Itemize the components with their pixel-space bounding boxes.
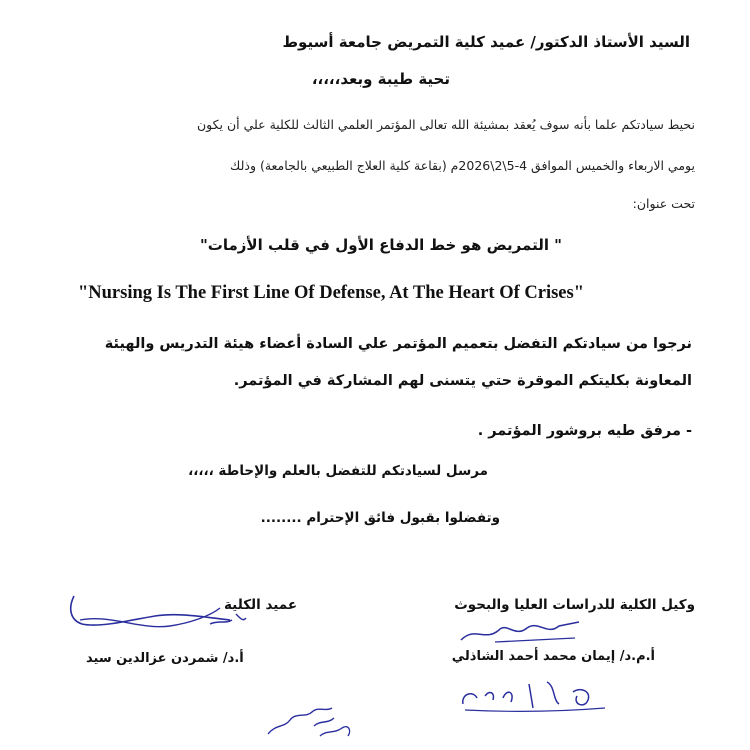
vice-dean-name: أ.م.د/ إيمان محمد أحمد الشاذلي — [451, 649, 655, 664]
body-line-3: تحت عنوان: — [632, 196, 695, 211]
bottom-scribble — [262, 698, 372, 744]
handwritten-date — [455, 676, 615, 716]
addressee: السيد الأستاذ الدكتور/ عميد كلية التمريض جامعة أسيوط — [282, 33, 690, 51]
attachment-note: - مرفق طيه بروشور المؤتمر . — [477, 423, 692, 439]
body-line-1: نحيط سيادتكم علما بأنه سوف يُعقد بمشيئة الله تعالى المؤتمر العلمي الثالث للكلية علي أن يكون — [196, 117, 695, 132]
vice-dean-title: وكيل الكلية للدراسات العليا والبحوث — [454, 597, 695, 613]
dean-signature — [60, 590, 250, 640]
greeting: تحية طيبة وبعد،،،،، — [311, 70, 450, 88]
closing-line: وتفضلوا بقبول فائق الإحترام ........ — [260, 510, 500, 526]
request-line-2: المعاونة بكليتكم الموقرة حتي يتسنى لهم المشاركة في المؤتمر. — [233, 373, 692, 389]
body-line-2: يومي الاربعاء والخميس الموافق 4-5\2\2026م (بقاعة كلية العلاج الطبيعي بالجامعة) وذلك — [230, 158, 695, 173]
dean-title: عميد الكلية — [224, 597, 298, 613]
vice-dean-signature — [455, 612, 585, 648]
request-line-1: نرجوا من سيادتكم التفضل بتعميم المؤتمر علي السادة أعضاء هيئة التدريس والهيئة — [104, 336, 692, 352]
conference-title-arabic: " التمريض هو خط الدفاع الأول في قلب الأزمات" — [199, 236, 562, 254]
sent-note: مرسل لسيادتكم للتفضل بالعلم والإحاطة ،،،،، — [188, 463, 488, 479]
dean-name: أ.د/ شمردن عزالدين سيد — [86, 651, 244, 666]
conference-title-english: "Nursing Is The First Line Of Defense, At The Heart Of Crises" — [78, 283, 584, 303]
